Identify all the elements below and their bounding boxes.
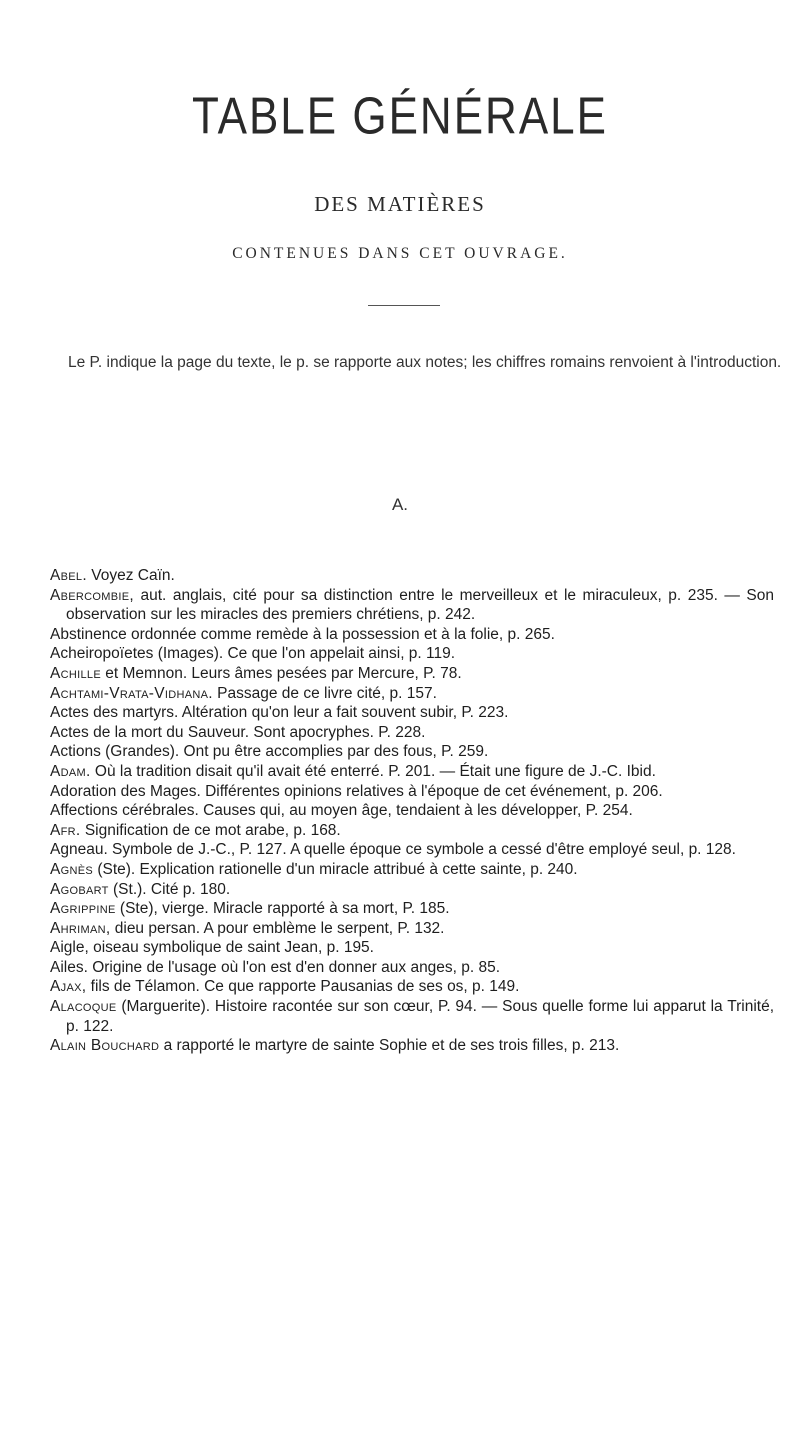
page-title: TABLE GÉNÉRALE — [192, 87, 608, 146]
entry-heading: Achtami-Vrata-Vidhana. — [50, 684, 213, 702]
entry-text: Où la tradition disait qu'il avait été enterré. P. 201. — Était une figure de J.-C. Ibid. — [94, 762, 656, 780]
index-entry — [50, 899, 774, 919]
index-entry — [50, 723, 774, 743]
entry-text: (Ste), vierge. Miracle rapporté à sa mort, P. 185. — [119, 900, 450, 918]
index-entry — [50, 664, 774, 684]
index-entry — [50, 840, 774, 860]
index-entry — [50, 782, 774, 802]
entry-text: aut. anglais, cité pour sa distinction entre le merveilleux et le miraculeux, p. 235. — Son observation sur les miracles des premiers chrétiens, p. 242. — [66, 586, 774, 624]
title-divider — [368, 305, 440, 306]
index-entry — [50, 742, 774, 762]
entry-text: et Memnon. Leurs âmes pesées par Mercure, P. 78. — [105, 664, 462, 682]
page-subtitle: DES MATIÈRES — [314, 192, 486, 216]
entry-text: Ailes. Origine de l'usage où l'on est d'en donner aux anges, p. 85. — [50, 958, 501, 976]
entry-text: (Ste). Explication rationelle d'un miracle attribué à cette sainte, p. 240. — [97, 860, 578, 878]
index-entry — [50, 1036, 774, 1056]
index-entry — [50, 977, 774, 997]
index-entry — [50, 860, 774, 880]
entry-text: Affections cérébrales. Causes qui, au moyen âge, tendaient à les développer, P. 254. — [50, 802, 633, 820]
entry-heading: Achille — [50, 664, 101, 682]
index-entry — [50, 625, 774, 645]
entry-heading: Agrippine — [50, 900, 116, 918]
index-entry — [50, 762, 774, 782]
index-entry — [50, 821, 774, 841]
index-entry — [50, 938, 774, 958]
entry-text: Adoration des Mages. Différentes opinions relatives à l'époque de cet événement, p. 206. — [50, 782, 663, 800]
entry-heading: Afr. — [50, 821, 81, 839]
entry-text: dieu persan. A pour emblème le serpent, P. 132. — [114, 919, 445, 937]
intro-note: Le P. indique la page du texte, le p. se rapporte aux notes; les chiffres romains renvoient à l'introduction. — [68, 354, 782, 371]
index-entry — [50, 958, 774, 978]
entry-heading: Adam. — [50, 762, 91, 780]
index-entry — [50, 801, 774, 821]
page-subtitle-secondary: CONTENUES DANS CET OUVRAGE. — [232, 245, 568, 262]
entry-text: a rapporté le martyre de sainte Sophie et de ses trois filles, p. 213. — [163, 1037, 620, 1055]
entry-text: fils de Télamon. Ce que rapporte Pausanias de ses os, p. 149. — [90, 978, 520, 996]
entry-heading: Agnès — [50, 860, 94, 878]
entry-text: Voyez Caïn. — [91, 567, 175, 584]
entry-heading: Ahriman, — [50, 919, 111, 937]
entry-heading: Ajax, — [50, 978, 87, 996]
index-entry — [50, 703, 774, 723]
entry-text: Actes des martyrs. Altération qu'on leur a fait souvent subir, P. 223. — [50, 704, 509, 722]
index-entry — [50, 566, 774, 586]
entry-heading: Alacoque — [50, 998, 117, 1016]
entry-text: Actes de la mort du Sauveur. Sont apocryphes. P. 228. — [50, 723, 426, 741]
entry-text: Agneau. Symbole de J.-C., P. 127. A quelle époque ce symbole a cessé d'être employé seul, p. 128. — [50, 841, 736, 859]
index-entry — [50, 586, 774, 625]
entry-text: (Marguerite). Histoire racontée sur son cœur, P. 94. — Sous quelle forme lui apparut la Trinité, p. 122. — [66, 998, 774, 1035]
index-entry — [50, 880, 774, 900]
section-letter: A. — [391, 495, 409, 514]
entry-text: Abstinence ordonnée comme remède à la possession et à la folie, p. 265. — [50, 625, 555, 643]
entry-heading: Abercombie, — [50, 586, 134, 604]
index-entry — [50, 997, 774, 1036]
entry-text: Aigle, oiseau symbolique de saint Jean, p. 195. — [50, 939, 374, 957]
index-entry — [50, 919, 774, 939]
entry-text: Passage de ce livre cité, p. 157. — [217, 684, 437, 702]
entry-text: Signification de ce mot arabe, p. 168. — [84, 821, 341, 839]
index-entries — [50, 566, 774, 1056]
entry-text: Acheiropoïetes (Images). Ce que l'on appelait ainsi, p. 119. — [50, 645, 456, 663]
entry-heading: Agobart — [50, 880, 109, 898]
entry-heading: Abel. — [50, 567, 87, 584]
entry-text: (St.). Cité p. 180. — [113, 880, 231, 898]
index-entry — [50, 684, 774, 704]
entry-heading: Alain Bouchard — [50, 1037, 160, 1055]
entry-text: Actions (Grandes). Ont pu être accomplies par des fous, P. 259. — [50, 743, 489, 761]
index-entry — [50, 644, 774, 664]
